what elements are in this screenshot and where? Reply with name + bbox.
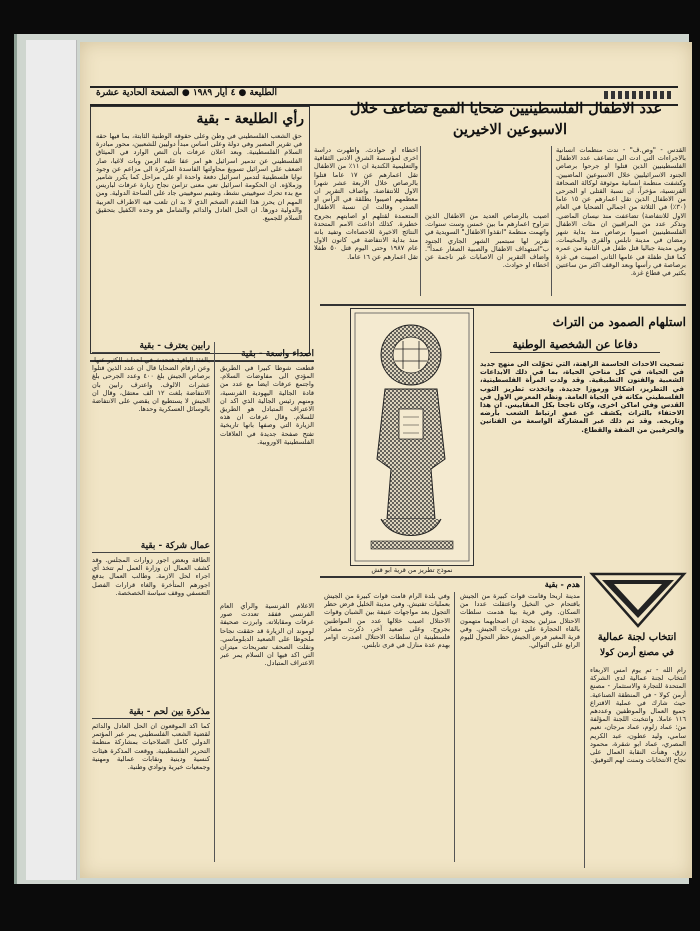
figure-caption: نموذج تطريز من قرية ابو قش bbox=[371, 566, 453, 574]
demolition-col-a: مدينة اريحا وقامت قوات كبيرة من الجيش باقتحام حي النخيل واعتقلت عددا من السكان. وفي قرية بيتا هدمت سلطات الاحتلال منزلين بحجة ان اصحابهما متهمون بالقاء الحجارة على دوريات الجيش. وفي قرية المغير فرض الجيش حظر التجول لليوم الرابع على التوالي. bbox=[460, 592, 580, 650]
header-ornament bbox=[604, 91, 674, 99]
arrow-down-icon bbox=[588, 570, 688, 630]
embroidery-figure bbox=[350, 308, 474, 566]
heritage-body: تسحيت الاحداث الحاسمة الراهنة، التي تحوّلت الى منهج جديد في الحياة، في كل مناحي الحياة، بما في ذلك الابداعات الشعبية والفنون التطبيقية. وقد ولدت المرأة الفلسطينية، في التطريز، اشكالا ورموزا جديدة. واتخذت تطريز الثوب الفلسطيني مكانه في الحياة العامة. ونظم المعرض الاول في القدس وفي اماكن اخرى، وكان ناجحا بكل المقاييس. ان هذا الاحتفاء بالتراث يكشف عن عمق ارتباط الشعب بأرضه وتاريخه. وقد تم ذلك عبر المشاركة الواسعة من الفنانين والحرفيين من الضفة والقطاع. bbox=[480, 360, 684, 434]
side-article-1-body: قطعت شوطا كبيرا في الطريق المؤدي الى مفاوضات السلام. واجتمع عرفات ايضا مع عدد من قادة الجالية اليهودية الفرنسية، ومنهم رئيس الجالية الذي اكد ان الاعتراف المتبادل هو الطريق للسلام. وقال عرفات ان هذه الزيارة التي وصفها بانها تاريخية تفتح صفحة جديدة في العلاقات الفلسطينية الاوروبية. bbox=[220, 364, 314, 446]
demolition-col-c: الاعلام الفرنسية والرأي العام الفرنسي ففقد تعددت صور عرفات ومقابلاته. وابرزت صحيفة لوموند ان الزيارة قد حققت نجاحا ملحوظا على الصعيد الدبلوماسي. ونقلت الصحف تصريحات ميتران التي اكد فيها ان السلام يمر عبر الاعتراف المتبادل. bbox=[220, 602, 314, 668]
side-article-4 bbox=[92, 706, 210, 866]
notice-title: انتخاب لجنة عمالية bbox=[597, 632, 677, 643]
lead-headline-2: الاسبوعين الاخيرين bbox=[452, 121, 568, 138]
heritage-subtitle: دفاعا عن الشخصية الوطنية bbox=[490, 338, 660, 353]
editorial-title: رأي الطليعة - بقية bbox=[196, 111, 304, 127]
side-article-3-body: الطاقة وبعض اجور زوارات المجلس. وقد كشف العمال ان وزارة العمل لم تتخذ أي اجراء لحل الازمة. وطالب العمال بدفع اجورهم المتأخرة والغاء قرارات الفصل التعسفي ووقف سياسة الخصخصة. bbox=[92, 556, 210, 597]
column-rule bbox=[454, 592, 455, 862]
side-article-4-body: كما اكد الموقعون ان الحل العادل والدائم لقضية الشعب الفلسطيني يمر عبر المؤتمر الدولي كامل الصلاحيات بمشاركة منظمة التحرير الفلسطينية. ووقعت المذكرة هيئات كنسية ودينية ونقابات عمالية ومهنية وجمعيات خيرية ونوادي وطنية. bbox=[92, 722, 210, 772]
binder-spine bbox=[26, 40, 77, 880]
notice-subtitle: في مصنع أرمن كولا bbox=[600, 648, 674, 658]
column-rule bbox=[551, 146, 552, 296]
lead-column-c: اخطاء او حوادث. واظهرت دراسة اخرى لمؤسسة الشرق الادنى الثقافية والتعليمية الكندية ان ١١٪ من الاطفال تقل اعمارهم عن ١٧ عاما قتلوا بالرصاص خلال الاربعة عشر شهرا الاول للانتفاضة. واضاف التقرير ان معظمهم اصيبوا بطلقة في الرأس او الصدر. وقالت ان نسبة الاطفال المتعمدة لقتلهم او اصابتهم بجروح خطيرة. كذلك اذاعت الامم المتحدة النتائج الاخيرة للاحصاءات وتفيد بانه منذ بداية الانتفاضة في كانون الاول عام ١٩٨٧ وحتى اليوم قتل ٥٠ طفلا تقل اعمارهم عن ١٦ عاما. bbox=[314, 146, 418, 261]
lead-column-b: اصيب بالرصاص العديد من الاطفال الذين تتراوح اعمارهم ما بين خمس وست سنوات. واتهمت منظمة "انقذوا الاطفال" السويدية في تقرير لها سبتمبر الشهر الجاري الجنود ب"استهداف الاطفال والصبية الصغار عمداً". واضاف التقرير ان الاصابات غير ناجمة عن اخطاء او حوادث. bbox=[425, 212, 549, 270]
demolition-title: هدم - بقية bbox=[544, 579, 580, 589]
side-article-3-title: عمال شركة - بقية bbox=[92, 540, 210, 553]
notice-body: رام الله - تم يوم امس الاربعاء انتخاب لجنة عمالية لدى الشركة المتحدة للتجارة والاستثمار - مصنع أرمن كولا - في المنطقة الصناعية. حيث شارك في عملية الاقتراع جميع العمال والموظفين وعددهم ١١٦ عاملا. وانتخبت اللجنة المؤلفة من: عماد زلوم، عماد مرجان، نعيم سامي، وليد عطون، عبد الكريم المصري، عماد ابو شقرة، محمود رزق. وهنأت النقابة العمال على نجاح الانتخابات وتمنت لهم التوفيق. bbox=[590, 666, 686, 765]
column-rule bbox=[214, 342, 215, 862]
side-article-1-title: اصداء واسعة - بقية bbox=[220, 348, 314, 361]
demolition-col-b: وفي بلدة الرام قامت قوات كبيرة من الجيش بعمليات تفتيش. وفي مدينة الخليل فرض حظر التجول بعد مواجهات عنيفة بين الشبان وقوات الاحتلال اصيب خلالها عدد من المواطنين بجروح. وعلى صعيد آخر، ذكرت مصادر فلسطينية ان سلطات الاحتلال اصدرت اوامر بهدم عدة منازل في قرى نابلس. bbox=[324, 592, 450, 650]
newspaper-page bbox=[80, 42, 692, 878]
lead-headline-1: عدد الاطفال الفلسطينيين ضحايا القمع تضاعف خلال bbox=[349, 100, 663, 117]
section-rule bbox=[320, 304, 686, 306]
heritage-title: استلهام الصمود من التراث bbox=[552, 315, 686, 329]
column-rule bbox=[420, 146, 421, 296]
side-article-4-title: مذكرة بين لحم - بقية bbox=[92, 706, 210, 719]
lead-column-a: القدس - "وص.ف" - ندت منظمات انسانية بالاجراءات التي ادت الى تضاعف عدد الاطفال الفلسطينيين الذين قتلوا او جرحوا برصاص الجنود الاسرائيليين خلال الاسبوعين الماضيين. وكشفت منظمة انسانية موثوقة لوكالة الصحافة الفرنسية، مؤخراً، ان نسبة القتلى او الجرحى من الاطفال الذين تقل اعمارهم عن ١٥ عاما (٣٠٪) في الثلاثة من اجمالي الضحايا في العام الاول للانتفاضة) تضاعفت منذ نيسان الماضي. ونذكر عدد من المراقبين ان مثات الاطفال الفلسطينيين اصيبوا برصاص منذ بداية شهر رمضان في مدينة نابلس والقرى والمخيمات. وفي مدينة جباليا قتل طفل في الثانية من عمره كما قتل طفلة في عامها الثاني اصيبت في غزة برصاصة في رأسها وبعد الوقف اكثر من ساعتين بكثير في قطاع غزة. bbox=[556, 146, 686, 278]
embroidery-pattern bbox=[351, 309, 473, 565]
column-rule bbox=[584, 576, 585, 868]
side-article-1 bbox=[220, 348, 314, 598]
side-article-2-body: بالفئة الباقية فتحدث في احداث الكثير عنها. وعن ارقام الضحايا قال ان عدد الذين قتلوا برصاص الجيش بلغ ٤٠٠ وعدد الجرحى بلغ عشرات الالوف. واعترف رابين بان الانتفاضة بلغت ١٢ الف معتقل، وقال ان الجيش لا يستطيع ان يقضي على الانتفاضة بالوسائل العسكرية وحدها. bbox=[92, 356, 210, 414]
side-article-2 bbox=[92, 340, 210, 536]
side-article-3 bbox=[92, 540, 210, 700]
issue-line: الطليعة ● ٤ أيار ١٩٨٩ ● الصفحة الحادية عشرة bbox=[96, 88, 278, 98]
editorial-body: حق الشعب الفلسطيني في وطن وعلى حقوقه الوطنية الثابتة، بما فيها حقه في تقرير المصير وفي دولة وعلى اساس مبدأ دوليين للشعبين، محور مبادرة السلام الفلسطينية. وبعد اعلان عرفات بأن النص الوارد في الميثاق الفلسطيني عن تدمير اسرائيل هو امر عفا عليه الزمن وبات لاغيا، صار اضعف على اسرائيل تسويغ محاولتها الفاسدة المركزة الى مزاعم عن وجود نوايا فلسطينية لتدمير اسرائيل دفعة واحدة او على مراحل كما يكرر شامير وزملاؤه. ان الحكومة اسرائيل تعي معنى تزامن نجاح زيارة عرفات لباريس مع بدء تحرك سوفييتي نشط، وتقييم سوفييتي جاد على الساحة الدولية. ومن المهم ان يحرز هذا التقدم الضخم الذي لا بد ان تلعب فيه الاطراف العربية والدولية دورها. ان الحل العادل والدائم والشامل هو وحده الكفيل بتحقيق السلام للجميع. bbox=[96, 132, 302, 223]
side-article-2-title: رابين يعترف - بقية bbox=[92, 340, 210, 353]
